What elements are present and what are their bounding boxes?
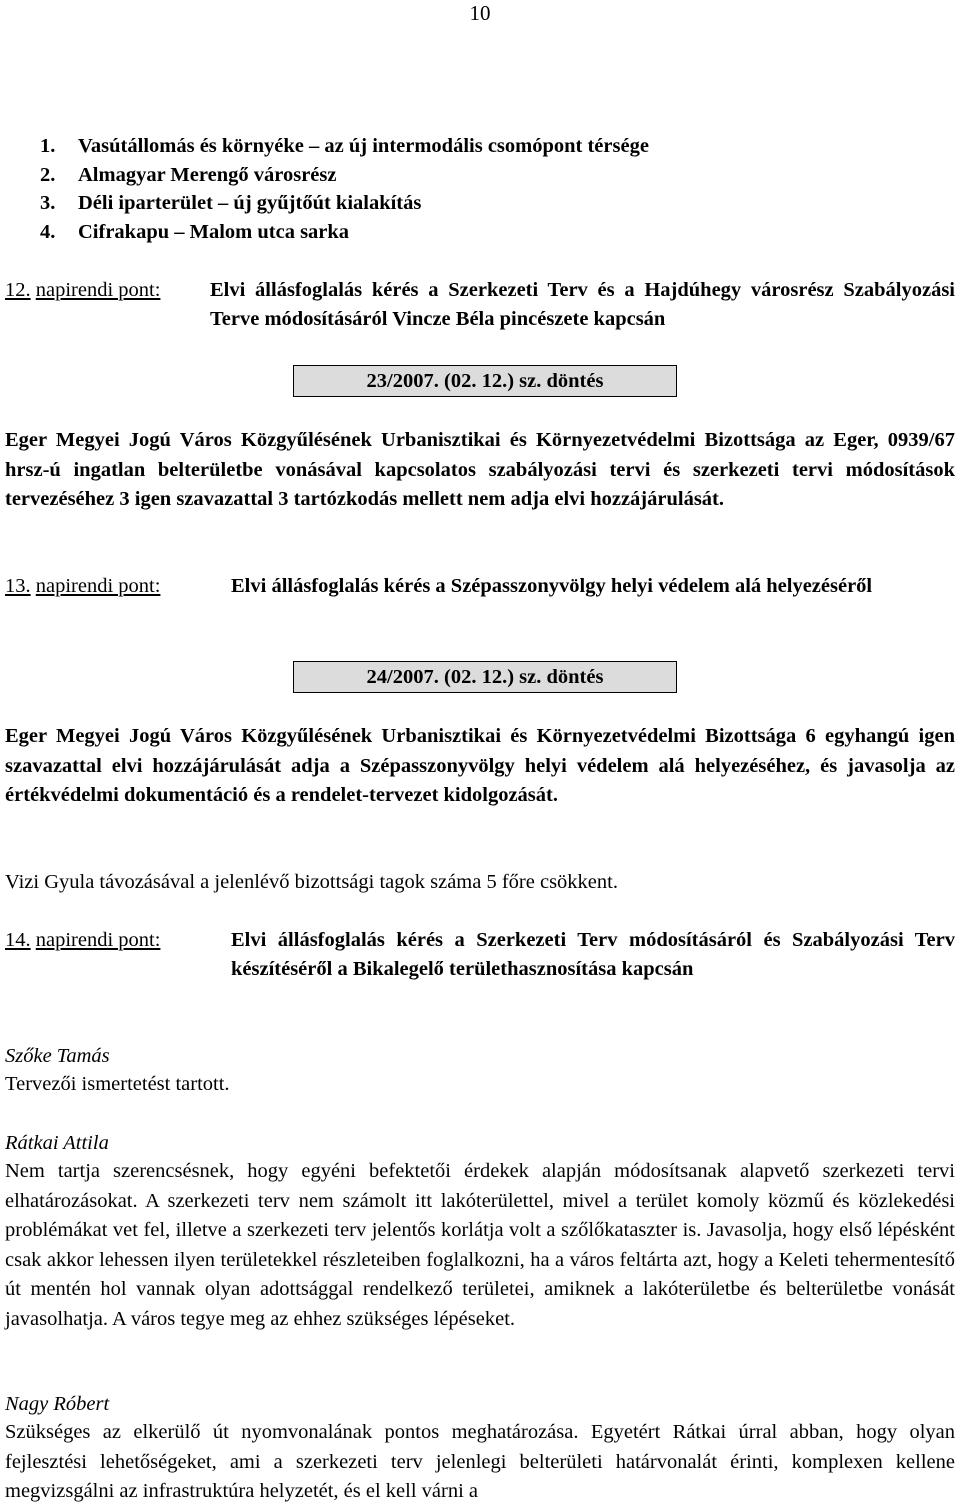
agenda-label: 14. napirendi pont: [5,929,161,951]
agenda-label: 13. napirendi pont: [5,575,161,597]
agenda-item-14 [5,926,955,984]
agenda-title: Elvi állásfoglalás kérés a Szerkezeti Terv módosításáról és Szabályozási Terv készítéséről a Bikalegelő területhasznosítása kapcsán [231,929,955,980]
decision-text: Eger Megyei Jogú Város Közgyűlésének Urbanisztikai és Környezetvédelmi Bizottsága 6 egyhangú igen szavazattal elvi hozzájárulását adja a Szépasszonyvölgy helyi védelem alá helyezéséhez, és javasolja az értékvédelmi dokumentáció és a rendelet-tervezet kidolgozását. [5,725,955,806]
decision-box: 24/2007. (02. 12.) sz. döntés [293,661,677,693]
speech-text: Tervezői ismertetést tartott. [5,1073,230,1095]
list-item: 2. Almagyar Merengő városrész [40,163,337,186]
decision-box: 23/2007. (02. 12.) sz. döntés [293,365,677,397]
speaker-name: Nagy Róbert [5,1393,110,1415]
list-item: 1. Vasútállomás és környéke – az új intermodális csomópont térsége [40,135,649,157]
agenda-item-12 [5,276,955,334]
note-text: Vizi Gyula távozásával a jelenlévő bizottsági tagok száma 5 főre csökkent. [5,871,618,893]
speaker-name: Szőke Tamás [5,1045,110,1067]
speaker-name: Rátkai Attila [5,1132,109,1154]
speech-text: Szükséges az elkerülő út nyomvonalának pontos meghatározása. Egyetért Rátkai úrral abban, hogy olyan fejlesztési lehetőségeket, ami a szerkezeti terv jelenlegi belterületi határvonalát érinti, komplexen kellene megvizsgálni az infrastruktúra helyzetét, és el kell várni a [5,1421,955,1502]
intro-list [40,132,649,246]
list-item: 4. Cifrakapu – Malom utca sarka [40,220,350,243]
agenda-title: Elvi állásfoglalás kérés a Szépasszonyvölgy helyi védelem alá helyezéséről [231,575,873,597]
page-number: 10 [469,1,491,25]
speech-text: Nem tartja szerencsésnek, hogy egyéni befektetői érdekek alapján módosítsanak alapvető szerkezeti tervi elhatározásokat. A szerkezeti terv nem számolt itt lakóterülettel, mivel a terület komoly közmű és közlekedési problémákat vet fel, illetve a szerkezeti terv jelentős korlátja volt a szőlőkataszter is. Javasolja, hogy első lépésként csak akkor lehessen ilyen területekkel részleteiben foglalkozni, ha a város feltárta azt, hogy a Keleti tehermentesítő út mentén hol vannak olyan adottsággal rendelkező területei, amiknek a lakóterületbe és belterületbe vonását javasolhatja. A város tegye meg az ehhez szükséges lépéseket. [5,1160,955,1330]
decision-text: Eger Megyei Jogú Város Közgyűlésének Urbanisztikai és Környezetvédelmi Bizottsága az Eger, 0939/67 hrsz-ú ingatlan belterületbe vonásával kapcsolatos szabályozási tervi és szerkezeti tervi módosítások tervezéséhez 3 igen szavazattal 3 tartózkodás mellett nem adja elvi hozzájárulását. [5,429,955,510]
list-item: 3. Déli iparterület – új gyűjtőút kialakítás [40,192,422,214]
agenda-title: Elvi állásfoglalás kérés a Szerkezeti Terv és a Hajdúhegy városrész Szabályozási Terve módosításáról Vincze Béla pincészete kapcsán [210,279,955,330]
agenda-label: 12. napirendi pont: [5,279,161,301]
agenda-item-13 [5,572,955,601]
